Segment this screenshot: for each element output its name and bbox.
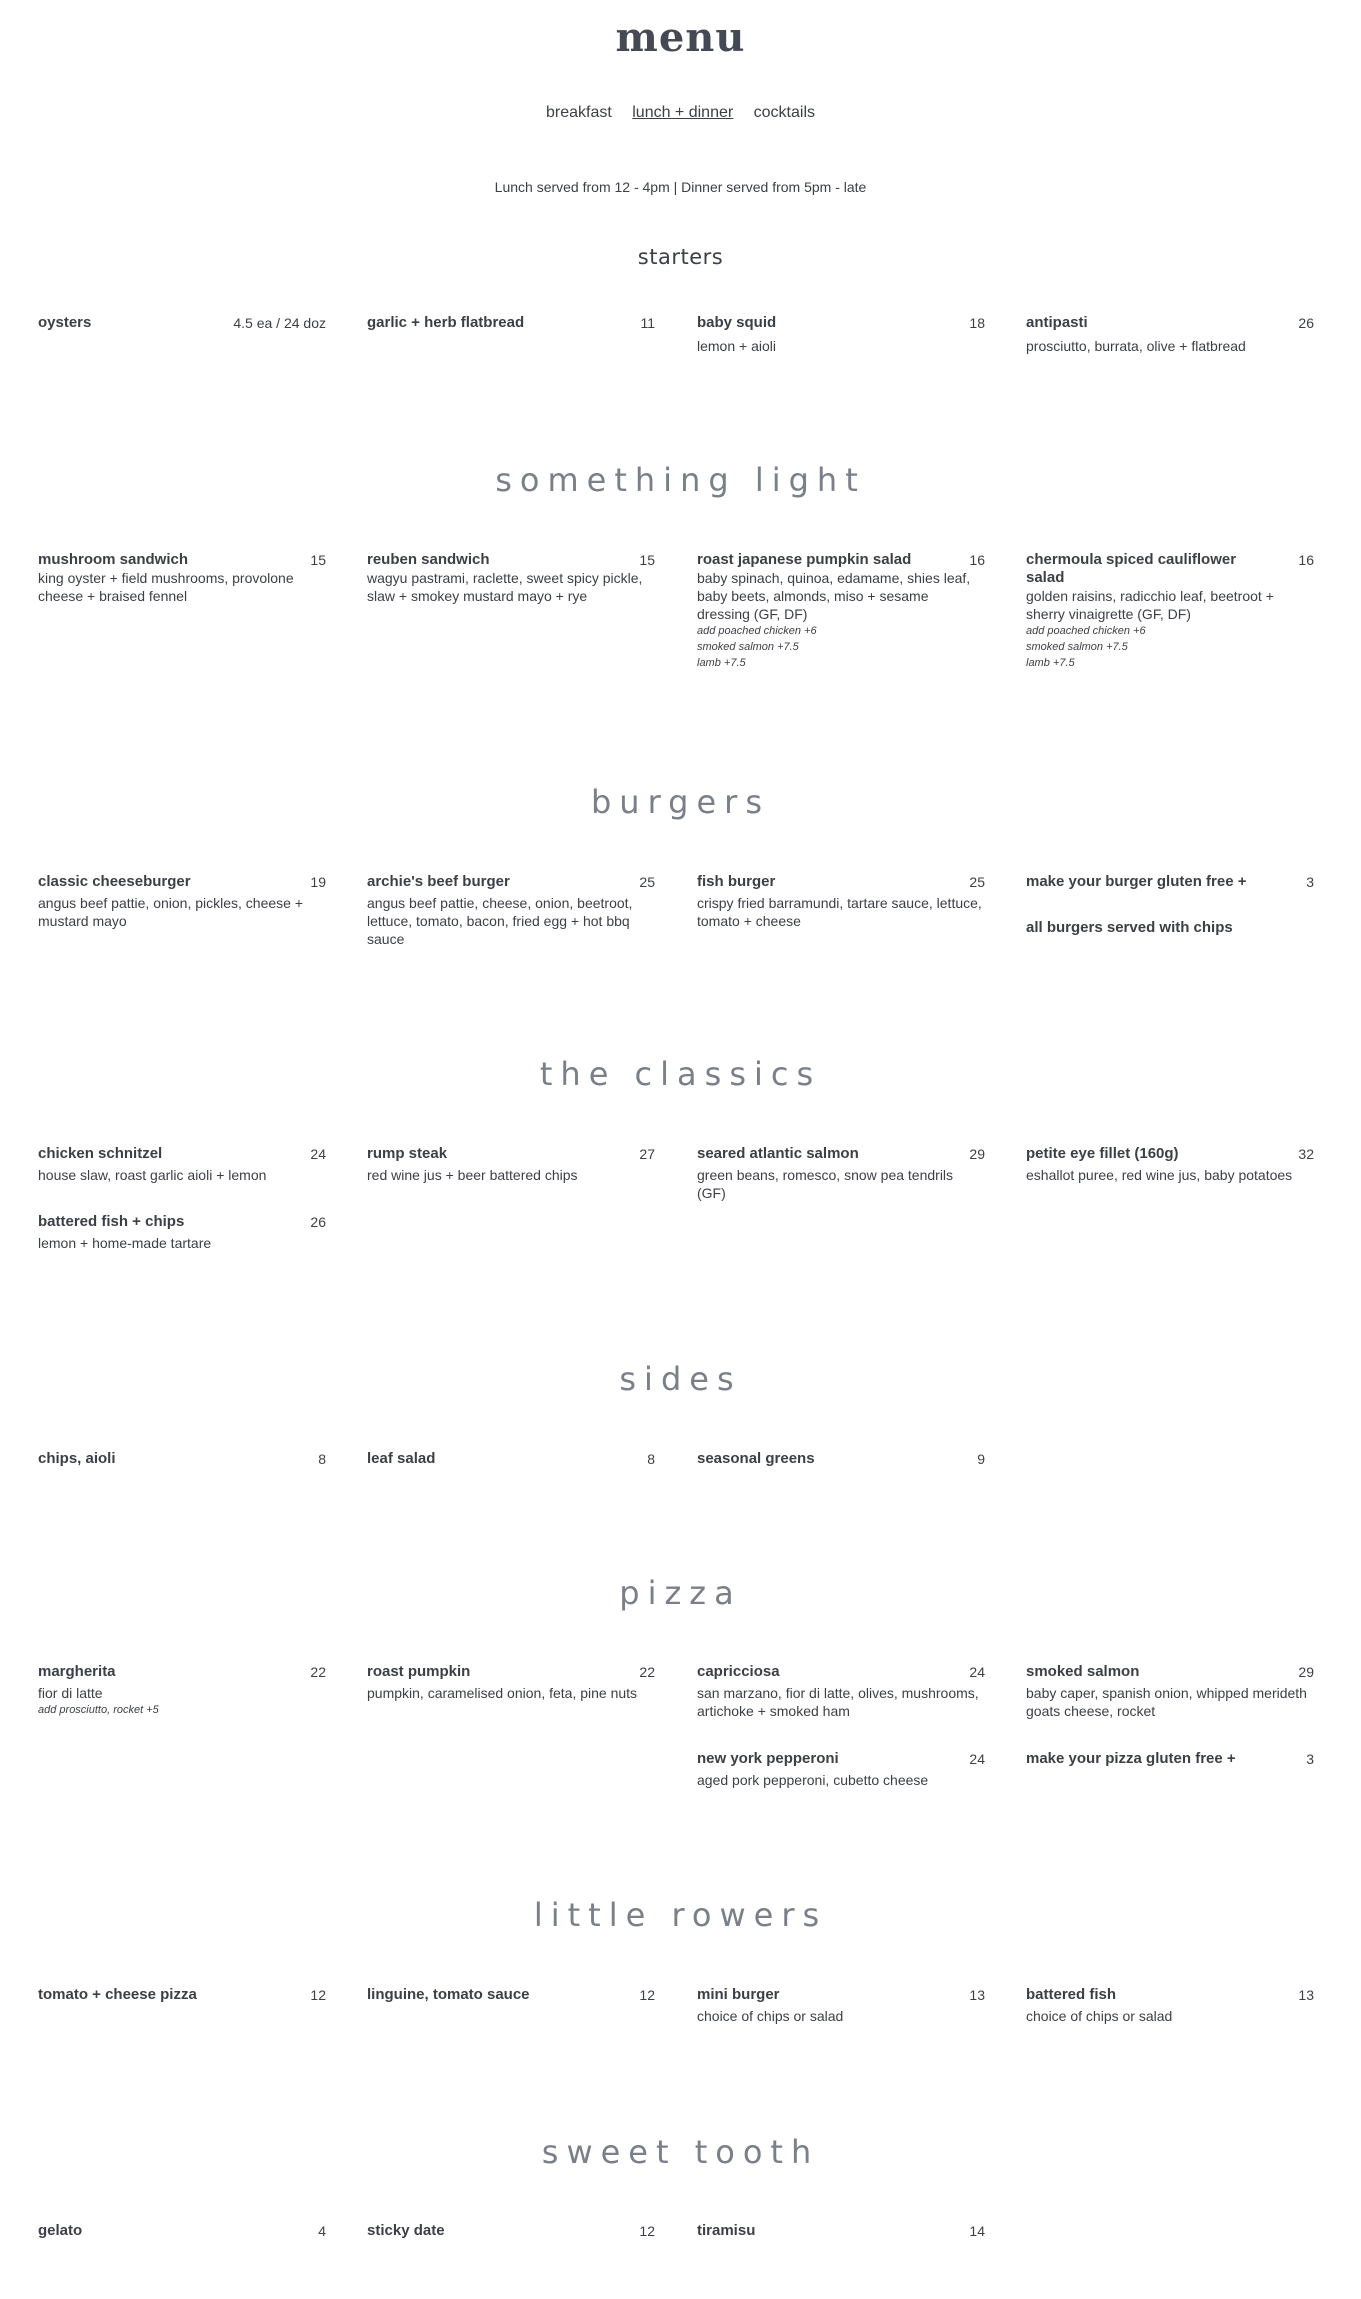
item-description: crispy fried barramundi, tartare sauce, lettuce, tomato + cheese (697, 895, 982, 929)
menu-item (1026, 1663, 1314, 1720)
item-name: mushroom sandwich (38, 551, 189, 568)
item-name: seasonal greens (697, 1450, 815, 1467)
item-description: baby spinach, quinoa, edamame, shies leaf, baby beets, almonds, miso + sesame dressing (GF, DF) (697, 570, 971, 622)
item-name: capricciosa (697, 1663, 780, 1680)
item-name: leaf salad (367, 1450, 436, 1467)
item-name: make your pizza gluten free + (1026, 1750, 1236, 1767)
menu-item (697, 314, 985, 355)
item-price: 8 (318, 1451, 326, 1467)
item-description: red wine jus + beer battered chips (367, 1167, 578, 1183)
item-price: 11 (640, 315, 655, 331)
item-price: 25 (639, 874, 655, 890)
menu-item (38, 873, 326, 930)
item-name: garlic + herb flatbread (367, 314, 525, 331)
item-price: 27 (639, 1146, 655, 1162)
item-name: fish burger (697, 873, 776, 890)
menu-item (697, 551, 985, 671)
item-name: all burgers served with chips (1026, 919, 1233, 936)
menu-item (38, 1450, 326, 1468)
menu-item (38, 2222, 326, 2240)
menu-item (697, 2222, 985, 2240)
item-price: 24 (969, 1751, 985, 1767)
item-price: 25 (969, 874, 985, 890)
item-price: 32 (1298, 1146, 1314, 1162)
item-price: 4 (318, 2223, 326, 2239)
section-title-little-rowers: little rowers (533, 1896, 828, 1934)
item-name: chermoula spiced cauliflower salad (1026, 551, 1237, 586)
page-title: menu (615, 14, 746, 61)
menu-item (367, 1145, 655, 1184)
menu-item (697, 1750, 985, 1789)
section-title-sweet-tooth: sweet tooth (541, 2133, 820, 2171)
item-name: chips, aioli (38, 1450, 116, 1467)
item-name: seared atlantic salmon (697, 1145, 859, 1162)
item-name: reuben sandwich (367, 551, 490, 568)
item-price: 3 (1306, 874, 1314, 890)
tab-lunch-dinner[interactable]: lunch + dinner (632, 104, 734, 121)
item-name: gelato (38, 2222, 83, 2239)
menu-item (697, 873, 985, 930)
item-name: baby squid (697, 314, 777, 331)
item-price: 24 (969, 1664, 985, 1680)
menu-item (38, 1145, 326, 1184)
item-description: choice of chips or salad (697, 2008, 844, 2024)
item-description: wagyu pastrami, raclette, sweet spicy pickle, slaw + smokey mustard mayo + rye (367, 570, 643, 604)
item-price: 4.5 ea / 24 doz (233, 315, 326, 331)
item-description: pumpkin, caramelised onion, feta, pine nuts (367, 1685, 638, 1701)
item-price: 14 (969, 2223, 985, 2239)
menu-item (1026, 1986, 1314, 2025)
item-name: tiramisu (697, 2222, 756, 2239)
item-name: margherita (38, 1663, 116, 1680)
service-hours: Lunch served from 12 - 4pm | Dinner served from 5pm - late (494, 179, 867, 195)
item-price: 22 (639, 1664, 655, 1680)
item-addon: lamb +7.5 (1026, 657, 1075, 669)
tab-cocktails[interactable]: cocktails (753, 104, 816, 121)
item-name: tomato + cheese pizza (38, 1986, 197, 2003)
item-name: archie's beef burger (367, 873, 510, 890)
item-price: 16 (1298, 552, 1314, 568)
item-price: 8 (647, 1451, 655, 1467)
item-price: 15 (310, 552, 326, 568)
item-description: angus beef pattie, onion, pickles, cheese + mustard mayo (38, 895, 304, 929)
item-addon: smoked salmon +7.5 (697, 641, 799, 653)
item-description: angus beef pattie, cheese, onion, beetroot, lettuce, tomato, bacon, fried egg + hot bbq sauce (367, 895, 633, 947)
item-description: lemon + home-made tartare (38, 1235, 212, 1251)
item-name: classic cheeseburger (38, 873, 191, 890)
item-description: green beans, romesco, snow pea tendrils (GF) (697, 1167, 954, 1201)
item-price: 19 (310, 874, 326, 890)
menu-item (38, 1213, 326, 1252)
item-description: choice of chips or salad (1026, 2008, 1173, 2024)
menu-item (38, 314, 326, 332)
section-title-pizza: pizza (619, 1574, 742, 1612)
item-description: golden raisins, radicchio leaf, beetroot + sherry vinaigrette (GF, DF) (1026, 588, 1274, 622)
menu-item (38, 1986, 326, 2004)
menu-item (367, 1663, 655, 1702)
item-price: 12 (639, 1987, 655, 2003)
menu-item (367, 873, 655, 948)
item-name: battered fish (1026, 1986, 1117, 2003)
item-price: 29 (1298, 1664, 1314, 1680)
item-name: sticky date (367, 2222, 445, 2239)
item-description: eshallot puree, red wine jus, baby potatoes (1026, 1167, 1293, 1183)
menu-item (367, 1986, 655, 2004)
item-price: 22 (310, 1664, 326, 1680)
item-description: king oyster + field mushrooms, provolone cheese + braised fennel (38, 570, 294, 604)
menu-item (367, 551, 655, 605)
item-name: petite eye fillet (160g) (1026, 1145, 1179, 1162)
menu-item (1026, 1750, 1314, 1768)
item-name: battered fish + chips (38, 1213, 185, 1230)
item-name: smoked salmon (1026, 1663, 1140, 1680)
item-price: 24 (310, 1146, 326, 1162)
item-description: aged pork pepperoni, cubetto cheese (697, 1772, 929, 1788)
item-price: 9 (977, 1451, 985, 1467)
item-name: new york pepperoni (697, 1750, 839, 1767)
item-name: rump steak (367, 1145, 448, 1162)
item-name: chicken schnitzel (38, 1145, 163, 1162)
item-price: 15 (639, 552, 655, 568)
item-price: 13 (969, 1987, 985, 2003)
item-price: 16 (969, 552, 985, 568)
item-description: baby caper, spanish onion, whipped merideth goats cheese, rocket (1026, 1685, 1307, 1719)
item-name: linguine, tomato sauce (367, 1986, 530, 2003)
item-name: roast japanese pumpkin salad (697, 551, 912, 568)
menu-item (1026, 873, 1314, 891)
menu-item (367, 314, 655, 332)
item-name: make your burger gluten free + (1026, 873, 1247, 890)
menu-tabs (0, 104, 1361, 122)
section-title-burgers: burgers (590, 783, 770, 821)
menu-item (38, 551, 326, 605)
item-description: san marzano, fior di latte, olives, mushrooms, artichoke + smoked ham (697, 1685, 979, 1719)
menu-item (367, 2222, 655, 2240)
item-name: antipasti (1026, 314, 1088, 331)
item-addon: add prosciutto, rocket +5 (38, 1704, 159, 1716)
item-price: 13 (1298, 1987, 1314, 2003)
menu-note (1026, 919, 1314, 937)
menu-item (367, 1450, 655, 1468)
item-description: fior di latte (38, 1685, 103, 1701)
menu-item (1026, 551, 1314, 671)
item-description: house slaw, roast garlic aioli + lemon (38, 1167, 267, 1183)
item-price: 12 (639, 2223, 655, 2239)
item-addon: add poached chicken +6 (697, 625, 817, 637)
item-description: prosciutto, burrata, olive + flatbread (1026, 338, 1246, 354)
section-title-starters: starters (637, 245, 724, 269)
menu-item (1026, 314, 1314, 355)
item-addon: lamb +7.5 (697, 657, 746, 669)
item-addon: add poached chicken +6 (1026, 625, 1146, 637)
section-title-sides: sides (619, 1360, 742, 1398)
menu-item (1026, 1145, 1314, 1184)
menu-item (697, 1663, 985, 1720)
item-price: 26 (310, 1214, 326, 1230)
section-title-the-classics: the classics (539, 1055, 822, 1093)
item-price: 18 (969, 315, 985, 331)
item-name: oysters (38, 314, 92, 331)
item-name: mini burger (697, 1986, 780, 2003)
menu-item (697, 1145, 985, 1202)
menu-item (697, 1986, 985, 2025)
item-price: 29 (969, 1146, 985, 1162)
item-name: roast pumpkin (367, 1663, 471, 1680)
tab-breakfast[interactable]: breakfast (545, 104, 612, 121)
section-title-something-light: something light (495, 461, 866, 499)
menu-item (697, 1450, 985, 1468)
item-addon: smoked salmon +7.5 (1026, 641, 1128, 653)
item-price: 12 (310, 1987, 326, 2003)
item-price: 3 (1306, 1751, 1314, 1767)
menu-item (38, 1663, 326, 1718)
item-price: 26 (1298, 315, 1314, 331)
item-description: lemon + aioli (697, 338, 776, 354)
